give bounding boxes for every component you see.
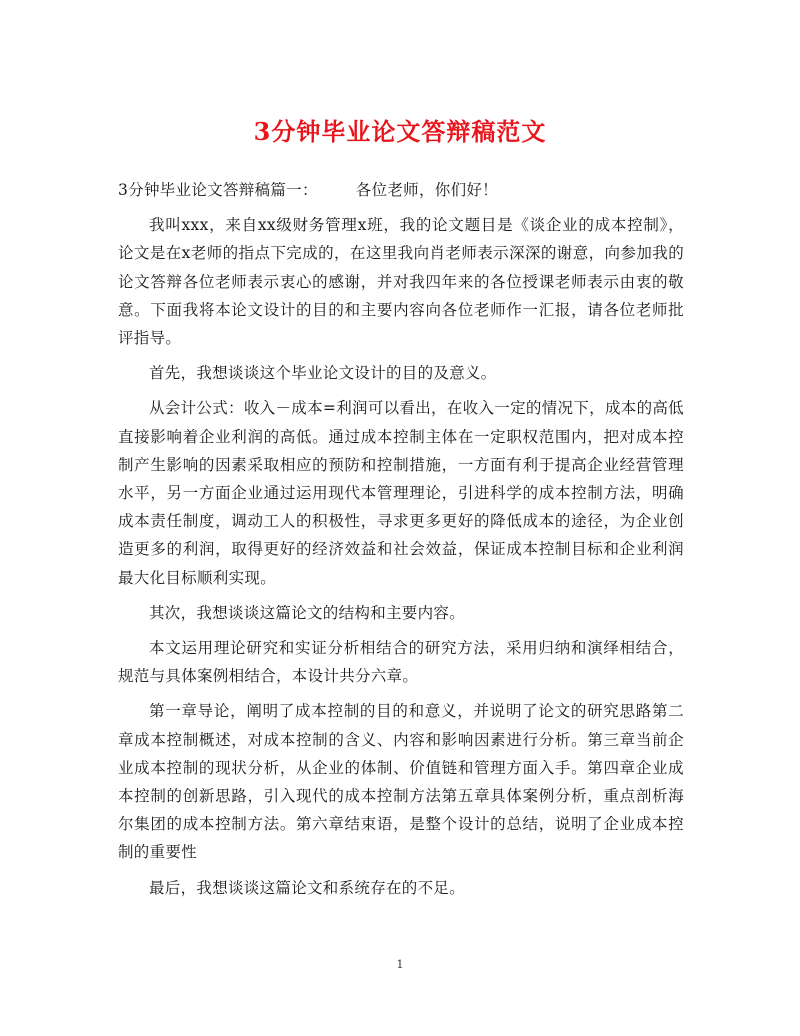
page-number: 1	[396, 958, 404, 971]
paragraph: 首先，我想谈谈这个毕业论文设计的目的及意义。	[149, 364, 497, 383]
paragraph: 其次，我想谈谈这篇论文的结构和主要内容。	[149, 603, 466, 622]
paragraph: 本文运用理论研究和实证分析相结合的研究方法，采用归纳和演绎相结合，规范与具体案例相结合，本设计共分六章。	[118, 639, 684, 686]
paragraph: 我叫xxx，来自xx级财务管理x班，我的论文题目是《谈企业的成本控制》，论文是在x老师的指点下完成的，在这里我向肖老师表示深深的谢意，向参加我的论文答辩各位老师表示衷心的感谢，并对我四年来的各位授课老师表示由衷的敬意。下面我将本论文设计的目的和主要内容向各位老师作一汇报，请各位老师批评指导。	[118, 216, 684, 348]
intro-line	[118, 176, 684, 204]
document-body	[118, 176, 684, 909]
paragraph: 从会计公式：收入－成本=利润可以看出，在收入一定的情况下，成本的高低直接影响着企业利润的高低。通过成本控制主体在一定职权范围内，把对成本控制产生影响的因素采取相应的预防和控制措施，一方面有利于提高企业经营管理水平，另一方面企业通过运用现代本管理理论，引进科学的成本控制方法，明确成本责任制度，调动工人的积极性，寻求更多更好的降低成本的途径，为企业创造更多的利润，取得更好的经济效益和社会效益，保证成本控制目标和企业利润最大化目标顺利实现。	[118, 399, 684, 587]
intro-greeting: 各位老师，你们好！	[355, 181, 498, 199]
document-title: 3分钟毕业论文答辩稿范文	[253, 117, 547, 146]
paragraph: 最后，我想谈谈这篇论文和系统存在的不足。	[149, 878, 466, 897]
paragraph: 第一章导论，阐明了成本控制的目的和意义，并说明了论文的研究思路第二章成本控制概述，对成本控制的含义、内容和影响因素进行分析。第三章当前企业成本控制的现状分析，从企业的体制、价值链和管理方面入手。第四章企业成本控制的创新思路，引入现代的成本控制方法第五章具体案例分析，重点剖析海尔集团的成本控制方法。第六章结束语，是整个设计的总结，说明了企业成本控制的重要性	[118, 702, 684, 862]
intro-heading: 3分钟毕业论文答辩稿篇一：	[118, 181, 318, 199]
